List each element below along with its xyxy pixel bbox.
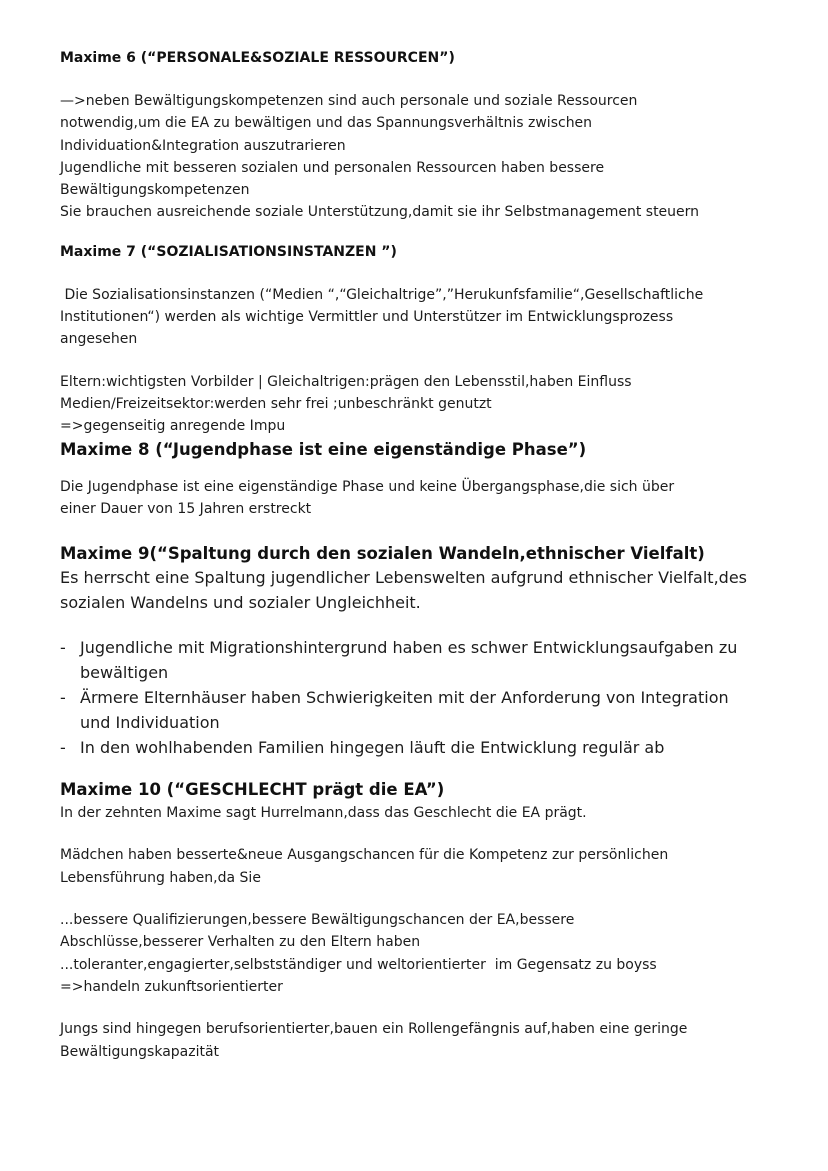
dash-bullet-icon: - [60,638,66,658]
text-line: Individuation&Integration auszutrarieren [60,137,346,154]
maxime-10-paragraph-1 [60,844,780,889]
text-line: Es herrscht eine Spaltung jugendlicher Lebenswelten aufgrund ethnischer Vielfalt,des [60,568,747,588]
text-line: Jungs sind hingegen berufsorientierter,bauen ein Rollengefängnis auf,haben eine geringe [60,1021,688,1038]
text-line: Die Jugendphase ist eine eigenständige Phase und keine Übergangsphase,die sich über [60,478,675,495]
maxime-10-paragraph-2 [60,909,780,998]
text-line: Bewältigungskompetenzen [60,182,250,199]
dash-bullet-icon: - [60,688,66,708]
list-item [60,735,780,760]
maxime-9-text [60,566,780,615]
section-maxime-9 [60,542,780,760]
text-line: einer Dauer von 15 Jahren erstreckt [60,500,312,517]
section-maxime-6 [60,48,780,224]
maxime-10-intro [60,802,780,824]
text-line: Institutionen“) werden als wichtige Vermittler und Unterstützer im Entwicklungsprozess [60,309,674,326]
text-line: bewältigen [80,663,169,683]
text-line: angesehen [60,331,138,348]
text-line: Lebensführung haben,da Sie [60,869,261,886]
section-maxime-10 [60,778,780,1063]
list-item [60,685,780,735]
maxime-8-title: Maxime 8 (“Jugendphase ist eine eigenständige Phase”) [60,439,587,459]
maxime-9-title: Maxime 9(“Spaltung durch den sozialen Wandeln,ethnischer Vielfalt) [60,544,705,564]
section-maxime-8 [60,438,780,521]
text-line: Medien/Freizeitsektor:werden sehr frei ;unbeschränkt genutzt [60,395,492,412]
text-line: Sie brauchen ausreichende soziale Unterstützung,damit sie ihr Selbstmanagement steuern [60,204,700,221]
text-line: Jugendliche mit besseren sozialen und personalen Ressourcen haben bessere [60,159,605,176]
maxime-7-paragraph-2 [60,371,780,438]
text-line: Eltern:wichtigsten Vorbilder | Gleichaltrigen:prägen den Lebensstil,haben Einfluss [60,373,632,390]
text-line: =>handeln zukunftsorientierter [60,978,283,995]
text-line: ...bessere Qualifizierungen,bessere Bewältigungschancen der EA,bessere [60,912,575,929]
text-line: und Individuation [80,713,220,733]
maxime-6-text [60,90,780,224]
maxime-9-list [60,635,780,760]
text-line: In der zehnten Maxime sagt Hurrelmann,dass das Geschlecht die EA prägt. [60,805,587,822]
maxime-10-title: Maxime 10 (“GESCHLECHT prägt die EA”) [60,780,445,800]
section-maxime-7 [60,242,780,438]
text-line: =>gegenseitig anregende Impu [60,418,286,435]
maxime-10-paragraph-3 [60,1018,780,1063]
text-line: Ärmere Elternhäuser haben Schwierigkeiten mit der Anforderung von Integration [80,688,729,708]
text-line: sozialen Wandelns und sozialer Ungleichheit. [60,592,421,612]
dash-bullet-icon: - [60,738,66,758]
document-page [60,48,780,1063]
maxime-7-title: Maxime 7 (“SOZIALISATIONSINSTANZEN ”) [60,243,397,260]
text-line: Mädchen haben besserte&neue Ausgangschancen für die Kompetenz zur persönlichen [60,847,669,864]
maxime-8-text [60,476,780,521]
text-line: notwendig,um die EA zu bewältigen und das Spannungsverhältnis zwischen [60,115,593,132]
text-line: Abschlüsse,besserer Verhalten zu den Eltern haben [60,934,421,951]
text-line: ...toleranter,engagierter,selbstständiger und weltorientierter im Gegensatz zu boyss [60,956,657,973]
list-item [60,635,780,685]
maxime-6-title: Maxime 6 (“PERSONALE&SOZIALE RESSOURCEN”) [60,50,455,66]
text-line: —>neben Bewältigungskompetenzen sind auch personale und soziale Ressourcen [60,93,638,109]
text-line: Jugendliche mit Migrationshintergrund haben es schwer Entwicklungsaufgaben zu [80,638,738,658]
maxime-7-paragraph-1 [60,284,780,351]
text-line: Die Sozialisationsinstanzen (“Medien “,“Gleichaltrige”,”Herukunfsfamilie“,Gesellschaftliche [60,286,704,303]
text-line: In den wohlhabenden Familien hingegen läuft die Entwicklung regulär ab [80,738,665,758]
text-line: Bewältigungskapazität [60,1043,220,1060]
